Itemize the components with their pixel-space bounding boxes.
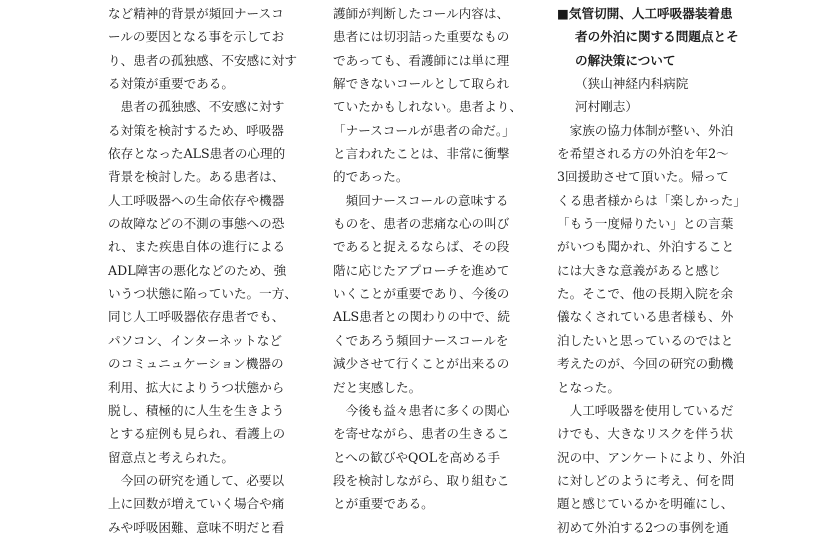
body-text-line: 今後も益々患者に多くの関心 (333, 402, 510, 418)
body-text-line: 解できないコールとして取られ (333, 76, 510, 92)
text-column-1 (108, 2, 300, 539)
body-text-line: くであろう頻回ナースコールを (333, 332, 509, 348)
body-text-line: の故障などの不測の事態への恐 (108, 216, 285, 232)
body-text-line: 背景を検討した。ある患者は、 (108, 169, 285, 185)
section-heading-line: ■気管切開、人工呼吸器装着患 (557, 6, 733, 21)
body-text-line: など精神的背景が頻回ナースコ (108, 6, 284, 21)
body-text-line: けでも、大きなリスクを伴う状 (557, 426, 734, 442)
body-text-line: 泊したいと思っているのではと (557, 332, 734, 348)
body-text-line: 今回の研究を通して、必要以 (108, 472, 285, 488)
body-text-line: ALS患者との関わりの中で、続 (333, 309, 510, 325)
body-text-line: であっても、看護師には単に理 (333, 52, 510, 68)
body-text-line: 脱し、積極的に人生を生きよう (108, 402, 285, 418)
body-text-line: を寄せながら、患者の生きるこ (333, 426, 510, 442)
body-text-line: であると捉えるならば、その段 (333, 239, 510, 255)
body-text-line: となった。 (557, 379, 620, 395)
body-text-line: とへの歓びやQOLを高める手 (333, 449, 501, 465)
body-text-line: 家族の協力体制が整い、外泊 (557, 122, 734, 138)
body-text-line: とする症例も見られ、看護上の (108, 426, 286, 442)
body-text-line: ものを、患者の悲痛な心の叫び (333, 216, 510, 232)
body-text-line: 況の中、アンケートにより、外泊 (557, 449, 746, 465)
body-text-line: とが重要である。 (333, 496, 434, 512)
body-text-line: いうつ状態に陥っていた。一方、 (108, 286, 297, 302)
section-heading-line: 者の外泊に関する問題点とそ (575, 29, 739, 45)
body-text-line: のコミュニュケーション機器の (108, 356, 284, 372)
body-text-line: パソコン、インターネットなど (108, 332, 282, 348)
body-text-line: 階に応じたアプローチを進めて (333, 262, 510, 278)
body-text-line: 利用、拡大によりうつ状態から (108, 379, 285, 395)
body-text-line: 留意点と考えられた。 (108, 449, 234, 465)
body-text-line: る対策が重要である。 (108, 76, 234, 92)
text-column-2 (333, 2, 525, 516)
body-text-line: る対策を検討するため、呼吸器 (108, 122, 284, 138)
body-text-line: 護師が判断したコール内容は、 (333, 6, 510, 21)
body-text-line: 初めて外泊する2つの事例を通 (557, 519, 729, 535)
section-heading-line: の解決策について (575, 52, 676, 68)
body-text-line: 3回援助させて頂いた。帰って (557, 169, 729, 185)
body-text-line: と言われたことは、非常に衝撃 (333, 146, 510, 162)
body-text-line: いくことが重要であり、今後の (333, 286, 510, 302)
author-affiliation-line: （狭山神経内科病院 (575, 76, 689, 92)
body-text-line: 人工呼吸器への生命依存や機器 (108, 192, 285, 208)
text-column-3 (557, 2, 749, 539)
body-text-line: くる患者様からは「楽しかった」 (557, 192, 746, 208)
body-text-line: 段を検討しながら、取り組むこ (333, 472, 510, 488)
body-text-line: 「もう一度帰りたい」との言葉 (557, 216, 734, 232)
body-text-line: 減少させて行くことが出来るの (333, 356, 510, 372)
body-text-line: 「ナースコールが患者の命だ。」 (333, 122, 515, 138)
body-text-line: に対しどのように考え、何を問 (557, 472, 735, 488)
body-text-line: ていたかもしれない。患者より、 (333, 99, 522, 115)
body-text-line: みや呼吸困難、意味不明だと看 (108, 519, 285, 535)
body-text-line: ールの要因となる事を示してお (108, 29, 285, 45)
body-text-line: 人工呼吸器を使用しているだ (557, 402, 734, 418)
body-text-line: 的であった。 (333, 169, 409, 185)
body-text-line: 同じ人工呼吸器依存患者でも、 (108, 309, 285, 325)
body-text-line: だと実感した。 (333, 379, 422, 395)
body-text-line: がいつも聞かれ、外泊すること (557, 239, 735, 255)
body-text-line: 患者の孤独感、不安感に対す (108, 99, 285, 115)
body-text-line: 依存となったALS患者の心理的 (108, 146, 286, 162)
body-text-line: 上に回数が増えていく場合や痛 (108, 496, 285, 512)
body-text-line: 題と感じているかを明確にし、 (557, 496, 734, 512)
author-affiliation-line: 河村剛志） (575, 99, 638, 115)
body-text-line: れ、また疾患自体の進行による (108, 239, 286, 255)
body-text-line: 頻回ナースコールの意味する (333, 192, 509, 208)
body-text-line: 考えたのが、今回の研究の動機 (557, 356, 734, 372)
body-text-line: 患者には切羽詰った重要なもの (333, 29, 510, 45)
body-text-line: り、患者の孤独感、不安感に対す (108, 52, 297, 68)
body-text-line: を希望される方の外泊を年2～ (557, 146, 729, 162)
body-text-line: 儀なくされている患者様も、外 (557, 309, 734, 325)
body-text-line: た。そこで、他の長期入院を余 (557, 286, 734, 302)
body-text-line: には大きな意義があると感じ (557, 262, 721, 278)
body-text-line: ADL障害の悪化などのため、強 (108, 262, 287, 278)
